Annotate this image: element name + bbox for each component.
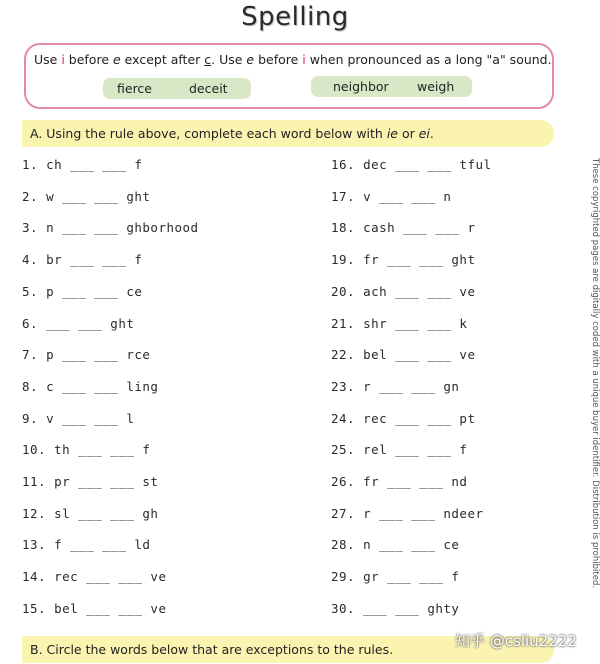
question-item [22, 347, 150, 362]
question-word[interactable]: rec ___ ___ pt [363, 410, 476, 426]
question-number: 13. [22, 537, 47, 553]
question-item [331, 284, 475, 299]
example-pill-ie [103, 78, 251, 99]
question-item [331, 601, 459, 616]
question-number: 8. [22, 378, 39, 394]
question-word[interactable]: bel ___ ___ ve [363, 347, 476, 363]
section-b-instructions: B. Circle the words below that are exceptions to the rules. [22, 636, 554, 663]
question-word[interactable]: ach ___ ___ ve [363, 283, 476, 299]
question-word[interactable]: v ___ ___ n [363, 188, 452, 204]
question-word[interactable]: w ___ ___ ght [46, 188, 151, 204]
question-item [331, 474, 467, 489]
question-number: 11. [22, 474, 47, 489]
question-item [22, 569, 166, 584]
question-item [22, 316, 134, 331]
question-word[interactable]: pr ___ ___ st [54, 474, 159, 489]
question-number: 16. [331, 157, 356, 172]
question-number: 4. [22, 252, 39, 268]
question-number: 19. [331, 252, 356, 268]
question-item [331, 442, 467, 457]
question-item [331, 157, 492, 172]
question-item [331, 347, 475, 362]
question-item [22, 252, 142, 267]
question-word[interactable]: cash ___ ___ r [363, 220, 476, 236]
question-item [331, 220, 475, 235]
question-word[interactable]: ___ ___ ght [46, 315, 135, 331]
question-number: 30. [331, 600, 356, 616]
question-item [22, 284, 142, 299]
question-word[interactable]: rel ___ ___ f [363, 442, 468, 458]
question-word[interactable]: r ___ ___ gn [363, 378, 460, 394]
question-word[interactable]: f ___ ___ ld [54, 537, 151, 553]
example-word: weigh [417, 79, 455, 94]
example-word: fierce [117, 81, 152, 96]
question-number: 26. [331, 474, 356, 489]
question-number: 10. [22, 442, 47, 458]
question-word[interactable]: c ___ ___ ling [46, 378, 159, 394]
question-number: 28. [331, 537, 356, 553]
question-item [331, 569, 459, 584]
question-item [331, 537, 459, 552]
example-pill-ei [311, 76, 472, 97]
question-number: 29. [331, 569, 356, 585]
question-number: 15. [22, 600, 47, 616]
question-word[interactable]: v ___ ___ l [46, 410, 135, 426]
question-item [331, 411, 475, 426]
question-item [331, 189, 451, 204]
question-word[interactable]: gr ___ ___ f [363, 569, 460, 585]
page-title: Spelling [241, 2, 349, 32]
question-number: 9. [22, 410, 39, 426]
question-item [22, 506, 158, 521]
question-word[interactable]: n ___ ___ ghborhood [46, 220, 199, 236]
question-number: 5. [22, 283, 39, 299]
question-item [22, 157, 142, 172]
question-number: 1. [22, 157, 39, 172]
watermark: 知乎 @csliu2222 [455, 632, 577, 650]
question-item [22, 411, 134, 426]
question-item [331, 506, 484, 521]
question-number: 12. [22, 505, 47, 521]
question-word[interactable]: fr ___ ___ ght [363, 252, 476, 268]
question-word[interactable]: th ___ ___ f [54, 442, 151, 458]
question-number: 3. [22, 220, 39, 236]
example-word: neighbor [333, 79, 389, 94]
question-item [331, 252, 475, 267]
question-word[interactable]: bel ___ ___ ve [54, 600, 167, 616]
question-item [331, 316, 467, 331]
question-number: 25. [331, 442, 356, 458]
question-word[interactable]: ch ___ ___ f [46, 157, 143, 172]
question-word[interactable]: r ___ ___ ndeer [363, 505, 484, 521]
question-word[interactable]: shr ___ ___ k [363, 315, 468, 331]
question-number: 23. [331, 378, 356, 394]
question-number: 24. [331, 410, 356, 426]
question-item [331, 379, 459, 394]
section-a-instructions: A. Using the rule above, complete each word below with ie or ei. [22, 120, 554, 147]
question-number: 21. [331, 315, 356, 331]
question-item [22, 474, 158, 489]
question-item [22, 601, 166, 616]
question-word[interactable]: n ___ ___ ce [363, 537, 460, 553]
question-number: 7. [22, 347, 39, 363]
question-item [22, 189, 150, 204]
question-word[interactable]: p ___ ___ rce [46, 347, 151, 363]
question-number: 27. [331, 505, 356, 521]
question-word[interactable]: br ___ ___ f [46, 252, 143, 268]
rule-text: Use i before e except after c. Use e before i when pronounced as a long "a" sound. [34, 52, 552, 67]
question-number: 18. [331, 220, 356, 236]
question-word[interactable]: dec ___ ___ tful [363, 157, 492, 172]
question-word[interactable]: sl ___ ___ gh [54, 505, 159, 521]
question-word[interactable]: p ___ ___ ce [46, 283, 143, 299]
question-number: 2. [22, 188, 39, 204]
question-item [22, 379, 158, 394]
question-word[interactable]: rec ___ ___ ve [54, 569, 167, 585]
question-word[interactable]: fr ___ ___ nd [363, 474, 468, 489]
question-number: 17. [331, 188, 356, 204]
example-word: deceit [189, 81, 228, 96]
question-number: 20. [331, 283, 356, 299]
copyright-side-note: These copyrighted pages are digitally coded with a unique buyer identifier. Distribution is prohibited. [590, 158, 600, 589]
question-item [22, 442, 150, 457]
rule-box [24, 43, 554, 109]
question-number: 14. [22, 569, 47, 585]
question-item [22, 220, 199, 235]
question-item [22, 537, 150, 552]
question-number: 22. [331, 347, 356, 363]
question-number: 6. [22, 315, 39, 331]
question-word[interactable]: ___ ___ ghty [363, 600, 460, 616]
